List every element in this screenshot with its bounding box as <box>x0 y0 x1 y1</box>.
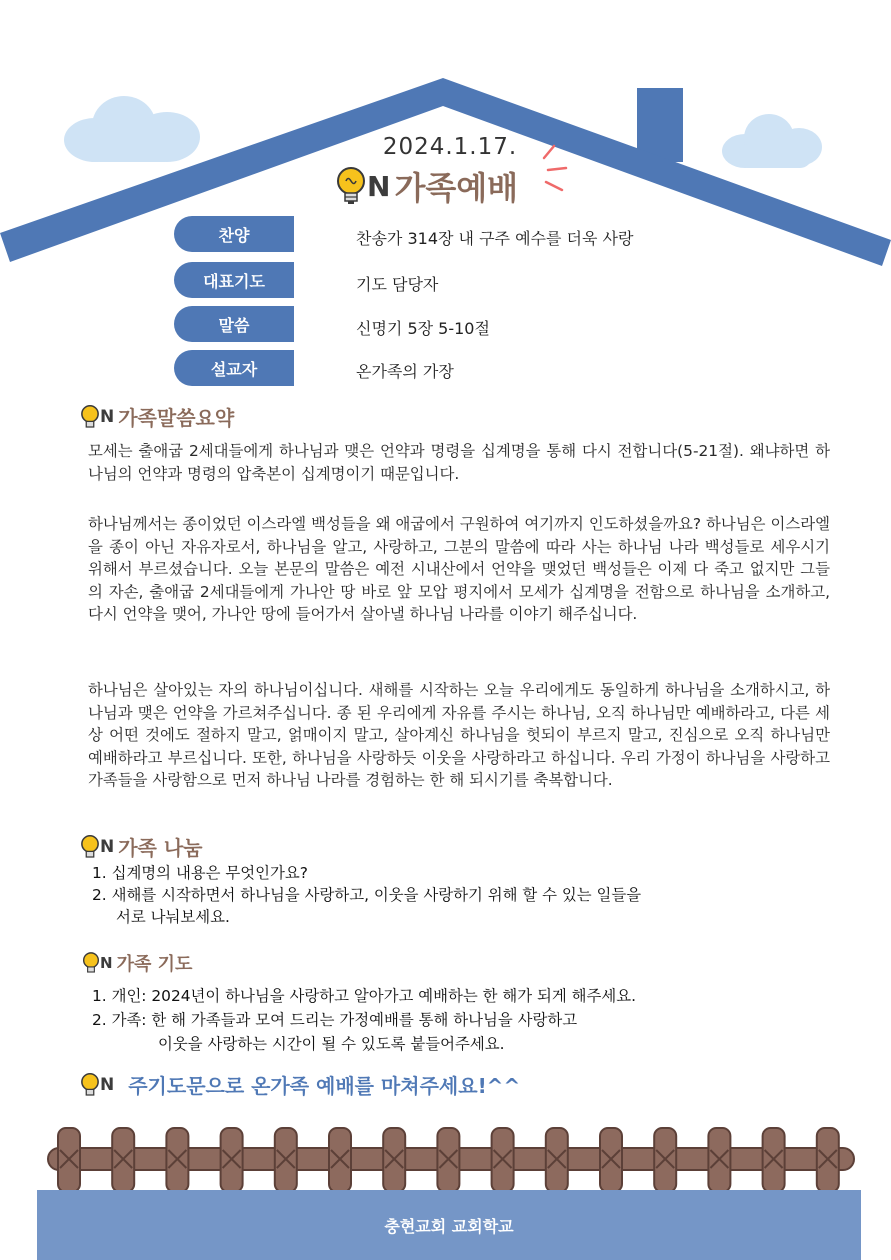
closing-line <box>80 1070 520 1099</box>
lightbulb-icon <box>82 951 100 975</box>
footer-bar <box>37 1190 861 1260</box>
order-label-preacher: 설교자 <box>174 350 294 386</box>
order-label-hymn: 찬양 <box>174 216 294 252</box>
title-text: 가족예배 <box>394 169 519 207</box>
summary-title: 가족말씀요약 <box>118 406 235 430</box>
title-prefix: N <box>367 169 391 203</box>
prayer-heading <box>82 950 192 976</box>
summary-heading <box>80 402 234 431</box>
page-title <box>335 164 518 208</box>
order-value-prayer: 기도 담당자 <box>356 275 439 294</box>
list-item: 1. 개인: 2024년이 하나님을 사랑하고 알아가고 예배하는 한 해가 되게 해주세요. <box>92 987 637 1005</box>
sharing-prefix: N <box>100 836 115 857</box>
fence-icon <box>40 1120 860 1192</box>
lightbulb-icon <box>335 166 367 206</box>
order-value-preacher: 온가족의 가장 <box>356 362 454 381</box>
sharing-title: 가족 나눔 <box>118 836 203 860</box>
sparkle-icon <box>538 140 572 196</box>
order-value-scripture: 신명기 5장 5-10절 <box>356 319 490 338</box>
sharing-list <box>92 862 641 928</box>
list-item: 이웃을 사랑하는 시간이 될 수 있도록 붙들어주세요. <box>158 1035 505 1053</box>
list-item: 서로 나눠보세요. <box>116 908 230 926</box>
lightbulb-icon <box>80 1072 100 1098</box>
footer-text: 충현교회 교회학교 <box>384 1216 514 1236</box>
lightbulb-icon <box>80 404 100 430</box>
order-label-prayer: 대표기도 <box>174 262 294 298</box>
summary-paragraph-2: 하나님께서는 종이었던 이스라엘 백성들을 왜 애굽에서 구원하여 여기까지 인도하셨을까요? 하나님은 이스라엘을 종이 아닌 자유자로서, 하나님을 알고, 사랑하고, 그분의 말씀에 따라 사는 하나님 나라 백성들로 세우시기 위해서 부르셨습니다. 오늘 본문의 말씀은 예전 시내산에서 언약을 맺었던 백성들은 이제 다 죽고 없지만 그들의 자손, 출애굽 2세대들에게 가나안 땅 바로 앞 모압 평지에서 모세가 십계명을 전함으로 하나님을 소개하고, 다시 언약을 맺어, 가나안 땅에 들어가서 살아낼 하나님 나라를 이야기 해주십니다. <box>88 515 830 624</box>
prayer-title: 가족 기도 <box>116 954 193 975</box>
summary-paragraph-1: 모세는 출애굽 2세대들에게 하나님과 맺은 언약과 명령을 십계명을 통해 다시 전합니다(5-21절). 왜냐하면 하나님의 언약과 명령의 압축본이 십계명이기 때문입니다. <box>88 442 830 483</box>
list-item: 2. 가족: 한 해 가족들과 모여 드리는 가정예배를 통해 하나님을 사랑하고 <box>92 1011 578 1029</box>
prayer-list <box>92 984 636 1056</box>
list-item: 2. 새해를 시작하면서 하나님을 사랑하고, 이웃을 사랑하기 위해 할 수 있는 일들을 <box>92 886 642 904</box>
summary-prefix: N <box>100 406 115 427</box>
summary-paragraph-3: 하나님은 살아있는 자의 하나님이십니다. 새해를 시작하는 오늘 우리에게도 동일하게 하나님을 소개하시고, 하나님과 맺은 언약을 가르쳐주십니다. 종 된 우리에게 자유를 주시는 하나님, 오직 하나님만 예배하라고, 다른 세상 어떤 것에도 절하지 말고, 얽매이지 말고, 살아계신 하나님을 헛되이 부르지 말고, 진심으로 오직 하나님만 예배하라고 부르십니다. 또한, 하나님을 사랑하듯 이웃을 사랑하라고 하십니다. 우리 가정이 하나님을 사랑하고 가족들을 사랑함으로 먼저 하나님 나라를 경험하는 한 해 되시기를 축복합니다. <box>88 681 830 790</box>
prayer-prefix: N <box>100 954 113 972</box>
order-value-hymn: 찬송가 314장 내 구주 예수를 더욱 사랑 <box>356 229 634 248</box>
lightbulb-icon <box>80 834 100 860</box>
sharing-heading <box>80 832 202 861</box>
order-label-scripture: 말씀 <box>174 306 294 342</box>
closing-text: 주기도문으로 온가족 예배를 마쳐주세요!^^ <box>128 1074 521 1098</box>
closing-prefix: N <box>100 1074 115 1095</box>
list-item: 1. 십계명의 내용은 무엇인가요? <box>92 864 308 882</box>
date-label: 2024.1.17. <box>382 134 518 160</box>
